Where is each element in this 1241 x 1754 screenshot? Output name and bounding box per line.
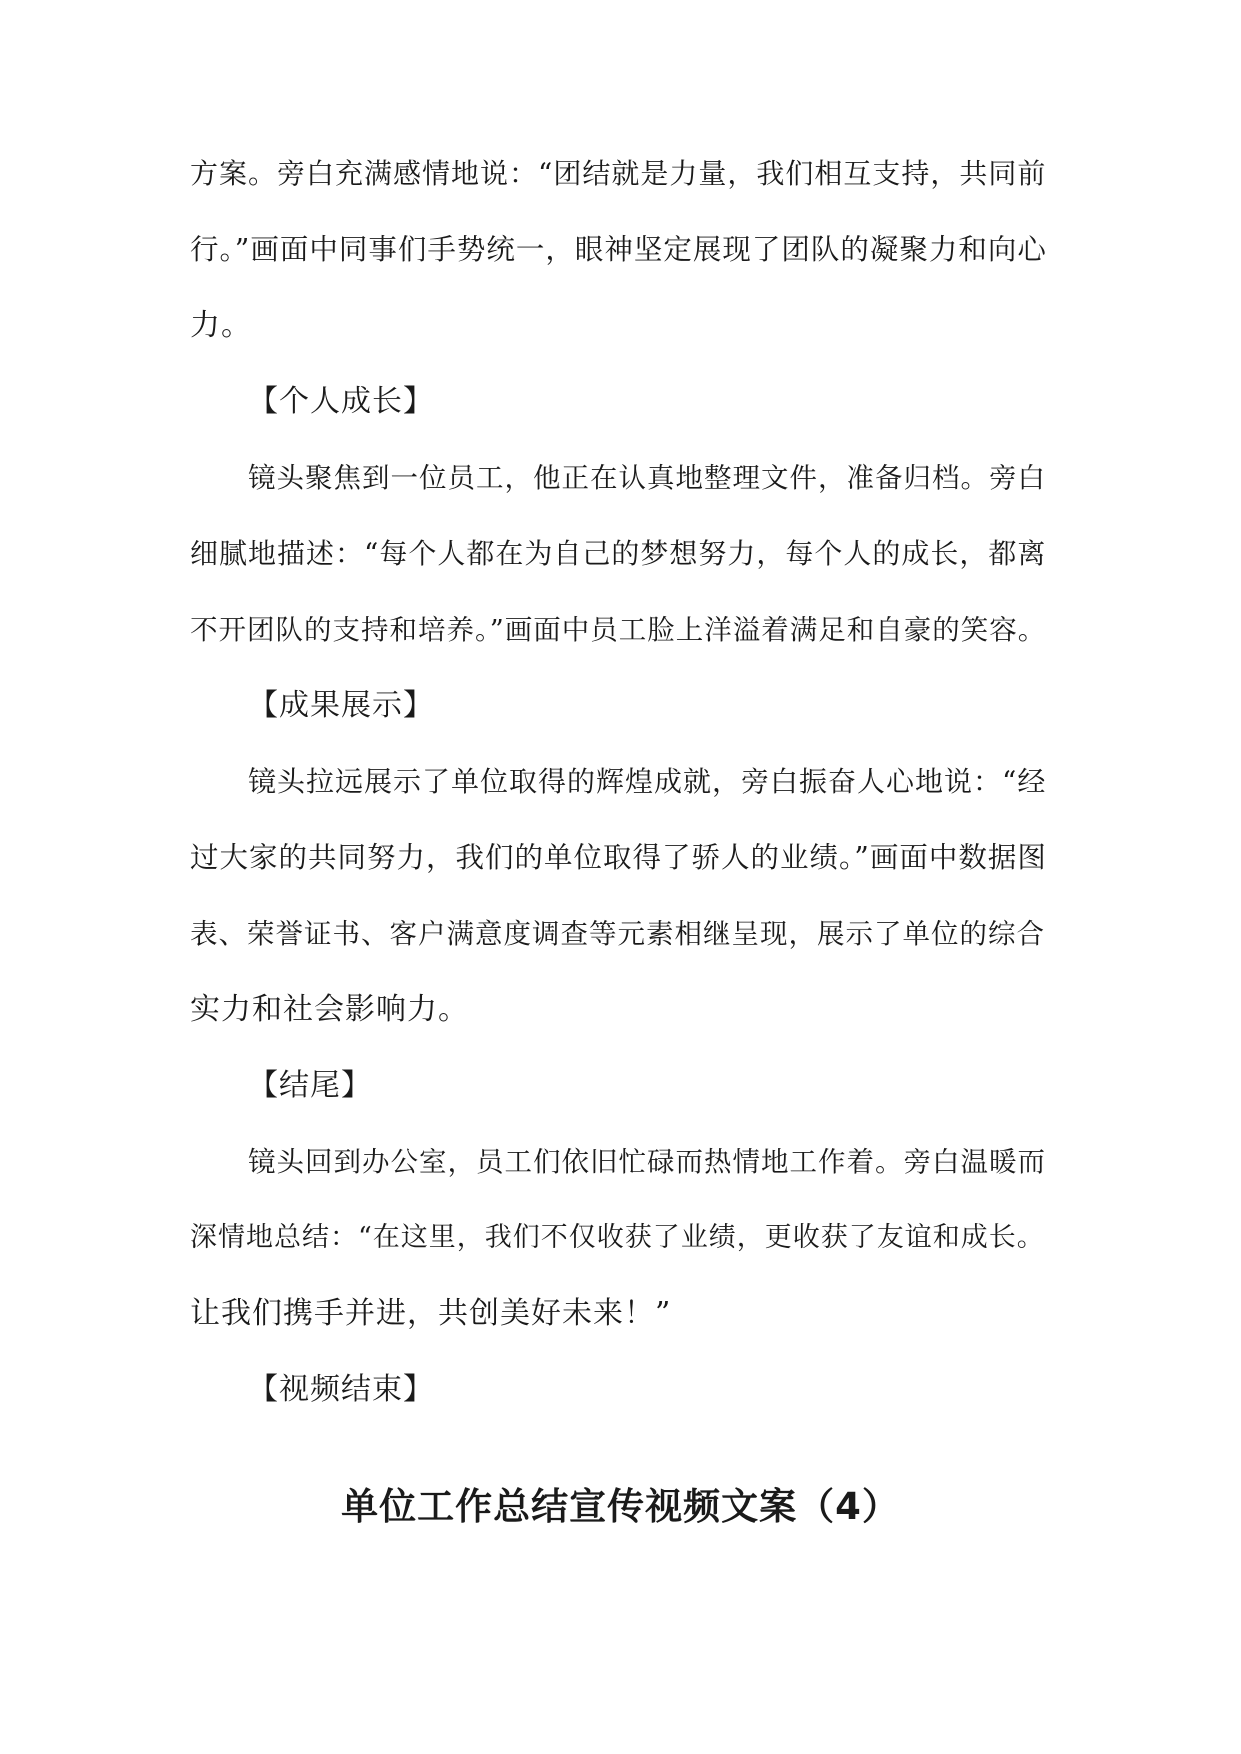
section-heading-personal-growth: 【个人成长】 [248, 384, 434, 419]
paragraph-line: 让我们携手并进，共创美好未来！” [190, 1296, 672, 1331]
paragraph-line: 实力和社会影响力。 [190, 992, 469, 1027]
paragraph-line: 镜头拉远展示了单位取得的辉煌成就，旁白振奋人心地说：“经 [248, 765, 1047, 798]
document-title: 单位工作总结宣传视频文案（4） [341, 1485, 900, 1528]
paragraph-line: 细腻地描述：“每个人都在为自己的梦想努力，每个人的成长，都离 [190, 537, 1047, 570]
paragraph-line: 不开团队的支持和培养。”画面中员工脸上洋溢着满足和自豪的笑容。 [190, 614, 1047, 646]
section-heading-achievements: 【成果展示】 [248, 688, 434, 723]
paragraph-line: 深情地总结：“在这里，我们不仅收获了业绩，更收获了友谊和成长。 [190, 1222, 1045, 1253]
paragraph-line: 镜头聚焦到一位员工，他正在认真地整理文件，准备归档。旁白 [248, 462, 1046, 494]
paragraph-line: 方案。旁白充满感情地说：“团结就是力量，我们相互支持，共同前 [190, 157, 1047, 190]
paragraph-line: 过大家的共同努力，我们的单位取得了骄人的业绩。”画面中数据图 [190, 841, 1047, 874]
paragraph-line: 镜头回到办公室，员工们依旧忙碌而热情地工作着。旁白温暖而 [248, 1146, 1046, 1178]
section-heading-video-end: 【视频结束】 [248, 1372, 434, 1407]
section-heading-ending: 【结尾】 [248, 1068, 372, 1103]
paragraph-line: 表、荣誉证书、客户满意度调查等元素相继呈现，展示了单位的综合 [190, 918, 1045, 950]
paragraph-line: 力。 [190, 308, 252, 343]
paragraph-line: 行。”画面中同事们手势统一，眼神坚定展现了团队的凝聚力和向心 [190, 233, 1047, 266]
